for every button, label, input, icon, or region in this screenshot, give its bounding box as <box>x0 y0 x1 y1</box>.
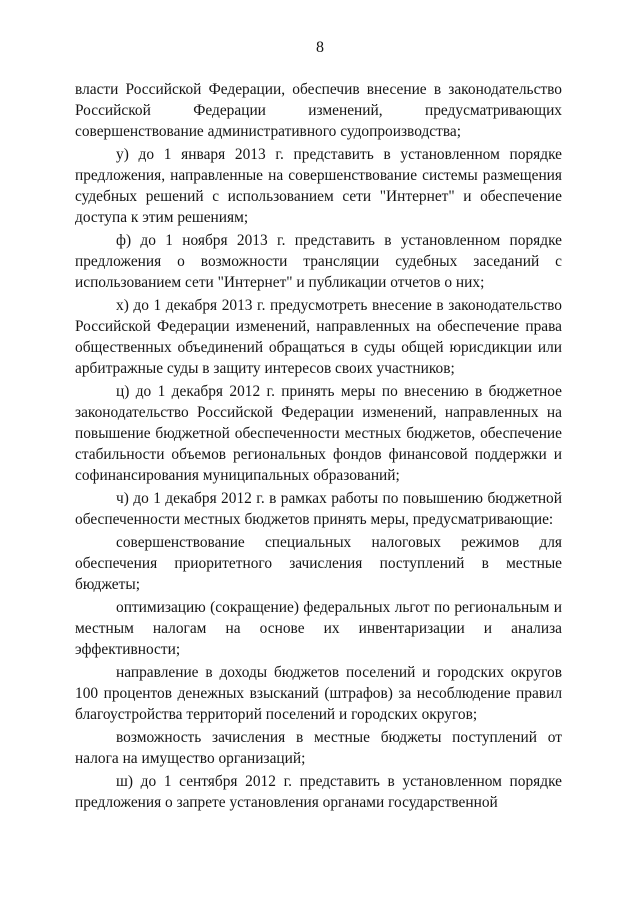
paragraph-continuation: власти Российской Федерации, обеспечив внесение в законодательство Российской Федерации изменений, предусматривающих совершенствование административного судопроизводства; <box>75 81 562 140</box>
paragraph-item-kh: х) до 1 декабря 2013 г. предусмотреть внесение в законодательство Российской Федерации изменений, направленных на обеспечение права общественных объединений обращаться в суды общей юрисдикции или арбитражные суды в защиту интересов своих участников; <box>75 297 562 377</box>
page-number: 8 <box>316 39 324 56</box>
paragraph-subitem-tax-regimes: совершенствование специальных налоговых режимов для обеспечения приоритетного зачисления поступлений в местные бюджеты; <box>75 534 562 593</box>
paragraph-item-ch: ч) до 1 декабря 2012 г. в рамках работы по повышению бюджетной обеспеченности местных бюджетов принять меры, предусматривающие: <box>75 490 562 528</box>
paragraph-item-ts: ц) до 1 декабря 2012 г. принять меры по внесению в бюджетное законодательство Российской Федерации изменений, направленных на повышение бюджетной обеспеченности местных бюджетов, обеспечение стабильности объемов региональных фондов финансовой поддержки и софинансирования муниципальных образований; <box>75 383 562 484</box>
paragraph-subitem-fines: направление в доходы бюджетов поселений и городских округов 100 процентов денежных взысканий (штрафов) за несоблюдение правил благоустройства территорий поселений и городских округов; <box>75 664 562 723</box>
paragraph-subitem-property-tax: возможность зачисления в местные бюджеты поступлений от налога на имущество организаций; <box>75 729 562 767</box>
paragraph-item-sh: ш) до 1 сентября 2012 г. представить в установленном порядке предложения о запрете установления органами государственной <box>75 773 562 811</box>
paragraph-subitem-tax-benefits: оптимизацию (сокращение) федеральных льгот по региональным и местным налогам на основе их инвентаризации и анализа эффективности; <box>75 599 562 658</box>
document-body <box>75 79 562 813</box>
paragraph-item-u: у) до 1 января 2013 г. представить в установленном порядке предложения, направленные на совершенствование системы размещения судебных решений с использованием сети "Интернет" и обеспечение доступа к этим решениям; <box>75 146 562 226</box>
paragraph-item-f: ф) до 1 ноября 2013 г. представить в установленном порядке предложения о возможности трансляции судебных заседаний с использованием сети "Интернет" и публикации отчетов о них; <box>75 232 562 291</box>
